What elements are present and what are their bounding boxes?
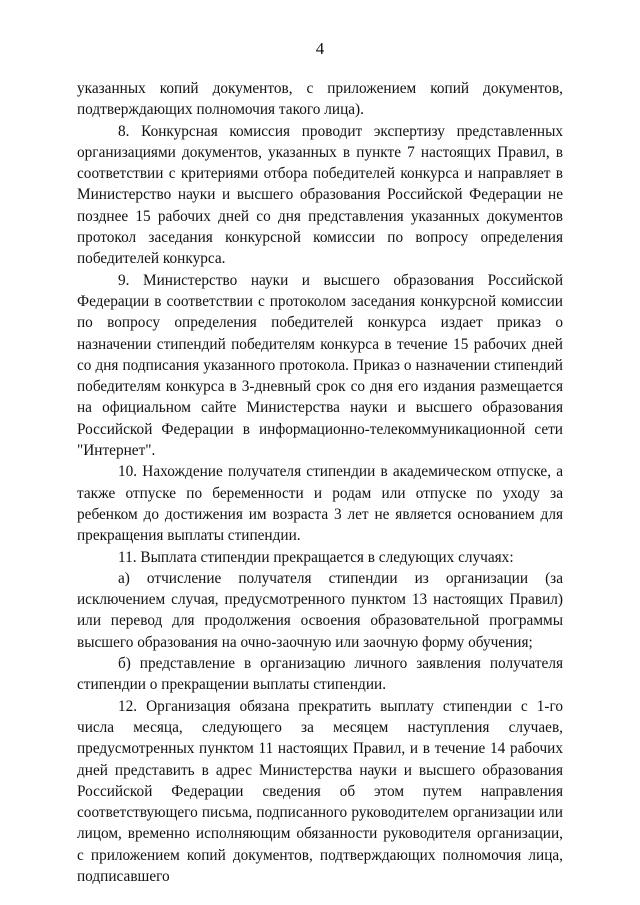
paragraph-item-8: 8. Конкурсная комиссия проводит экспертизу представленных организациями документов, указанных в пункте 7 настоящих Правил, в соответствии с критериями отбора победителей конкурса и направляет в Министерство науки и высшего образования Российской Федерации не позднее 15 рабочих дней со дня представления указанных документов протокол заседания конкурсной комиссии по вопросу определения победителей конкурса. [77,122,563,268]
paragraph-item-9: 9. Министерство науки и высшего образования Российской Федерации в соответствии с протоколом заседания конкурсной комиссии по вопросу определения победителей конкурса издает приказ о назначении стипендий победителям конкурса в течение 15 рабочих дней со дня подписания указанного протокола. Приказ о назначении стипендий победителям конкурса в 3-дневный срок со дня его издания размещается на официальном сайте Министерства науки и высшего образования Российской Федерации в информационно-телекоммуникационной сети "Интернет". [77,271,563,460]
paragraph-item-11: 11. Выплата стипендии прекращается в следующих случаях: [118,548,514,566]
paragraph-item-10: 10. Нахождение получателя стипендии в академическом отпуске, а также отпуске по беременности и родам или отпуске по уходу за ребенком до достижения им возраста 3 лет не является основанием для прекращения выплаты стипендии. [77,463,563,545]
page-number: 4 [315,39,325,58]
document-body [77,78,563,887]
paragraph-item-11-b: б) представление в организацию личного заявления получателя стипендии о прекращении выплаты стипендии. [77,655,563,694]
paragraph-item-12: 12. Организация обязана прекратить выплату стипендии с 1-го числа месяца, следующего за месяцем наступления случаев, предусмотренных пунктом 11 настоящих Правил, и в течение 14 рабочих дней представить в адрес Министерства науки и высшего образования Российской Федерации сведения об этом путем направления соответствующего письма, подписанного руководителем организации или лицом, временно исполняющим обязанности руководителя организации, с приложением копий документов, подтверждающих полномочия лица, подписавшего [77,697,563,885]
paragraph-item-11-a: а) отчисление получателя стипендии из организации (за исключением случая, предусмотренного пунктом 13 настоящих Правил) или перевод для продолжения освоения образовательной программы высшего образования на очно-заочную или заочную форму обучения; [77,569,563,651]
paragraph-continuation: указанных копий документов, с приложением копий документов, подтверждающих полномочия такого лица). [77,80,563,119]
